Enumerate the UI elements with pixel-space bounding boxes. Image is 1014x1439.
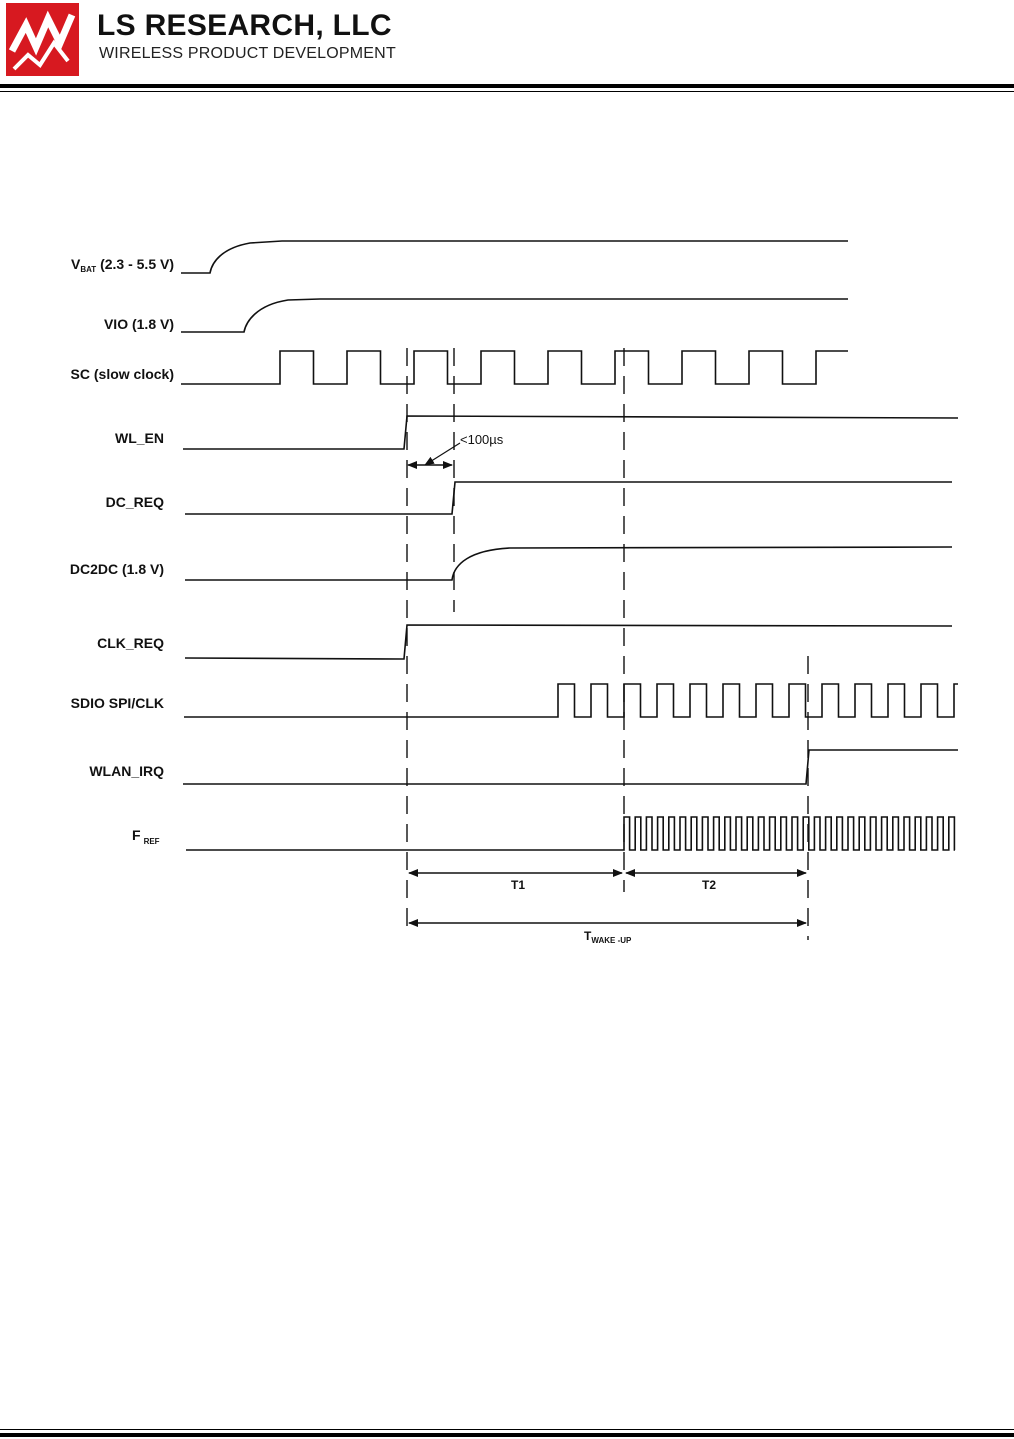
label-vbat: $V_{BAT}$ (2.3 - 5.5 V) [70,256,174,274]
waveform-clk-req [185,625,952,659]
waveform-dc-req [185,482,952,514]
waveform-wl-en [183,416,958,449]
label-dc2dc: DC2DC (1.8 V) [69,561,164,577]
waveform-dc2dc [185,547,952,580]
waveform-wlan-irq [183,750,958,784]
t2-label: T2 [701,878,717,892]
waveform-slow-clock [181,351,848,384]
waveform-vio [181,299,848,332]
waveform-vbat [181,241,848,273]
company-name: LS RESEARCH, LLC [97,9,392,42]
delay-label: <100µs [460,432,504,447]
t1-label: T1 [510,878,526,892]
delay-leader-arrow [425,443,460,465]
waveform-sdio-spi-clk [184,684,958,717]
company-tagline: WIRELESS PRODUCT DEVELOPMENT [99,45,396,62]
footer-rule-thick [0,1433,1014,1437]
label-sdio-spi-clk: SDIO SPI/CLK [70,695,164,711]
twake-label: $T_{WAKE -UP}$ [584,929,632,945]
label-clk-req: CLK_REQ [97,635,164,651]
label-vio: VIO (1.8 V) [103,316,174,332]
label-wl-en: WL_EN [115,430,164,446]
label-fref: F $_{REF}$ [132,827,160,846]
label-wlan-irq: WLAN_IRQ [89,763,164,779]
footer-rule-thin [0,1429,1014,1430]
waveform-fref [186,817,955,850]
label-dc-req: DC_REQ [105,494,164,510]
label-slow-clock: SC (slow clock) [70,366,174,382]
